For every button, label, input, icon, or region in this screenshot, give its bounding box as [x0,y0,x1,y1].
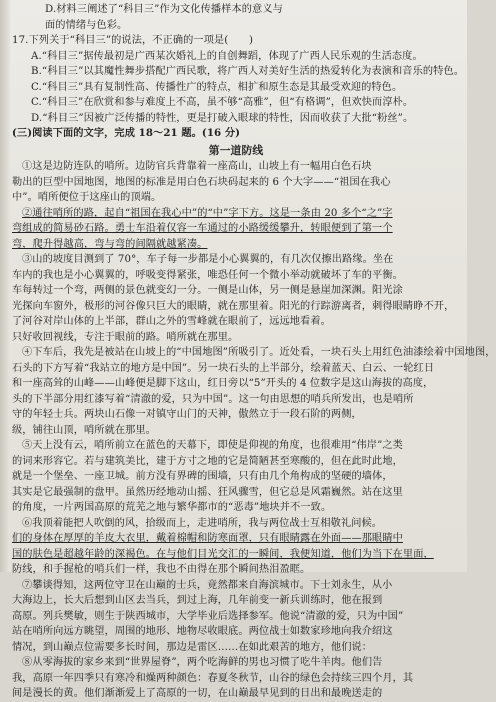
text-line: 17.下列关于“科目三”的说法，不正确的一项是( ) [12,35,254,46]
text-line: 石头的下方写着“我站立的地方是中国”。另一块石头的上半部分，绘着蓝天、白云、一轮红日 [12,362,435,374]
text-line: 们的身体在厚厚的羊皮大衣里，戴着棉帽和防寒面罩，只有眼睛露在外面——那眼睛中 [12,533,403,544]
text-line: ①这是边防连队的哨所。边防官兵背靠着一座高山，山坡上有一幅用白色石块 [22,161,372,172]
text-line: 守的年轻士兵。两块山石像一对镇守山门的天神，傲然立于一段石阶的两侧， [12,409,362,420]
text-line: 的角度，一片两国高原的荒芜之地与繁华都市的“恶毒”地块并不一致。 [12,502,332,513]
text-line: B.“科目三”以其魔性舞步搭配广西民歌，将广西人对美好生活的热爱转化为表演和音乐的特色。 [31,66,465,77]
text-line: 站在哨所向远方眺望，周围的地形、地物尽收眼底。两位战士如数家珍地向我介绍这 [12,626,393,637]
text-line: (三)阅读下面的文字，完成 18～21 题。(16 分) [12,127,241,139]
text-line: D.材料三阐述了“科目三”作为文化传播样本的意义与 [45,4,283,15]
text-line: 和一座高耸的山峰——山峰便是脚下这山，红日旁以“5”开头的 4 位数字是这山海拔的高度， [12,378,434,389]
binding-shadow [0,0,10,572]
text-line: 国的肤色是超越年龄的深褐色。在与他们目光交汇的一瞬间，我便知道，他们为当下在里面， [12,548,434,560]
text-line: 级，铺往山顶，哨所就在那里。 [12,424,157,436]
text-line: 防线，和手握枪的哨兵们一样，我也不由得在那个瞬间热泪盈眶。 [12,564,311,575]
exam-text-block [12,2,496,702]
text-line: 就是一个堡垒、一座卫城。前方没有界碑的围墙，只有由几个角构成的坚硬的墙体， [12,471,393,482]
text-line: 弯，爬升得越高，弯与弯的间隔就越紧凑。 [12,238,208,250]
text-line: 车内的我也是小心翼翼的，呼吸变得紧张，唯恐任何一个微小举动就破坏了车的平衡。 [12,269,403,281]
text-line: C.“科目三”具有复制性高、传播性广的特点，相扩和原生态是其最受欢迎的特色。 [31,81,403,93]
text-line: A.“科目三”据传最初是广西某次婚礼上的自创舞蹈，体现了广西人民乐观的生活态度。 [31,50,423,62]
text-line: ⑦攀谈得知，这两位守卫在山巅的士兵，竟然都来自海滨城市。下士刘永生，从小 [22,579,393,591]
text-line: 的词来形容它。若与建筑美比，建于方寸之地的它是简陋甚至寒酸的，但在此时此地， [12,455,403,467]
text-line: C.“科目三”在欣赏和参与难度上不高，虽不够“高雅”，但“有格调”，但欢快而淳朴。 [31,97,414,108]
text-line: 第一道防线 [208,143,264,157]
text-line: 光探向车窗外，极形的河谷像只巨大的眼睛，就在那里着。阳光的行踪游离者，刺得眼睛睁不开， [12,300,455,312]
text-line: ⑥我顶着能把人吹倒的风，拾级而上，走进哨所，我与两位战士互相敬礼问候。 [22,517,383,529]
text-line: 只好收回视线，专注于眼前的路。哨所就在那里。 [12,331,239,343]
text-line: ②通往哨所的路，起自“祖国在我心中”的“中”字下方。这是一条由 20 多个“之”字 [22,207,393,219]
text-line: 了河谷对岸山体的上半部，群山之外的雪峰就在眼前了，远远地看着。 [12,316,331,327]
text-line: 情况，到山巅点位需要多长时间，那边是雷区……在如此艰苦的地方，他们说： [12,641,373,653]
text-line: 勒出的巨型中国地图，地图的标准是用白色石块码起来的 6 个大字——“祖国在我心 [12,176,391,188]
text-line: 其实是它最强制的盘甲。虽然历经地动山摇、狂风骤雪，但它总是风霜巍然。站在这里 [12,486,403,498]
text-line: 大海边上，长大后想到山区去当兵，到过上海，几年前变一新兵训练时，他在报到 [12,595,383,606]
text-line: ⑤天上没有云，哨所前立在蓝色的天幕下，即使是仰视的角度，也很难用“伟岸”之类 [22,440,403,451]
text-line: 我，高原一年四季只有寒冷和燥两种颜色：春夏冬秋节，山谷的绿色会持续三四个月，其 [12,672,414,684]
text-line: 间是漫长的黄。他们渐渐爱上了高原的一切，在山巅最早见到的日出和最晚送走的 [12,688,383,699]
text-line: 车每转过一个弯，两侧的景色就变幻一分。一侧是山体，另一侧是悬崖加深渊。阳光涂 [12,285,403,296]
text-line: 面的情绪与色彩。 [45,19,128,31]
text-line: ④下车后，我先是被站在山坡上的“中国地图”所吸引了。近处看，一块石头上用红色油漆绘着中国地图， [22,347,496,358]
text-line: 高原。列兵樊敏，则生于陕西城市，大学毕业后选择参军。他说“清澈的爱，只为中国” [12,610,404,622]
text-line: 中”。哨所便位于这座山的顶端。 [12,192,162,203]
text-line: 弯组成的简易砂石路。勇士车沿着仅容一车通过的小路缓缓攀升，转眼便到了第一个 [12,223,393,234]
text-line: 头的下半部分用红漆写着“清澈的爱，只为中国”。这一句由思想的哨兵所发出，也是哨所 [12,393,414,405]
text-line: D.“科目三”因被广泛传播的特性，更是打破入眼球的特性，因而收获了大批“粉丝”。 [31,112,414,124]
text-line: ⑧从零海拔的家乡来到“世界屋脊”，两个吃海鲜的男也习惯了吃牛羊肉。他们告 [22,657,383,668]
text-line: ③山的坡度目测到了 70°，车子每一步都是小心翼翼的，有几次仅擦出路缘。坐在 [22,254,394,265]
